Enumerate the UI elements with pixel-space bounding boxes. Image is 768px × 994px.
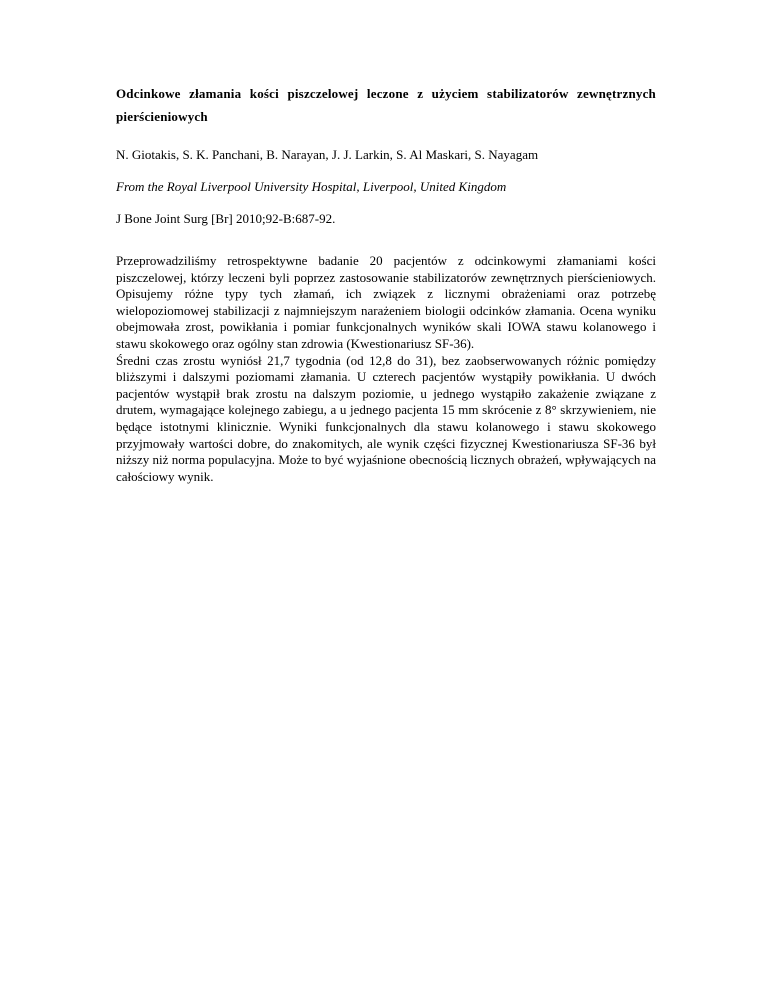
article-citation: J Bone Joint Surg [Br] 2010;92-B:687-92. [116, 211, 336, 226]
abstract-paragraph: Średni czas zrostu wyniósł 21,7 tygodnia (od 12,8 do 31), bez zaobserwowanych różnic pomiędzy bliższymi i dalszymi poziomami złamania. U czterech pacjentów wystąpiły powikłania. U dwóch pacjentów wystąpił brak zrostu na dalszym poziomie, u jednego wystąpiło zakażenie związane z drutem, wymagające kolejnego zabiegu, a u jednego pacjenta 15 mm skrócenie z 8° skrzywieniem, nie będące istotnymi klinicznie. Wyniki funkcjonalnych dla stawu kolanowego i stawu skokowego przyjmowały wartości dobre, do znakomitych, ale wynik części fizycznej Kwestionariusza SF-36 był niższy niż norma populacyjna. Może to być wyjaśnione obecnością licznych obrażeń, wpływających na całościowy wynik. [116, 352, 656, 484]
abstract-paragraph: Przeprowadziliśmy retrospektywne badanie 20 pacjentów z odcinkowymi złamaniami kości piszczelowej, którzy leczeni byli poprzez zastosowanie stabilizatorów zewnętrznych pierścieniowych. Opisujemy różne typy tych złamań, ich związek z licznymi obrażeniami oraz potrzebę wielopoziomowej stabilizacji z najmniejszym narażeniem biologii odcinków złamania. Ocena wyniku obejmowała zrost, powikłania i pomiar funkcjonalnych wyników skali IOWA stawu kolanowego i stawu skokowego oraz ogólny stan zdrowia (Kwestionariusz SF-36). [116, 253, 656, 351]
article-authors: N. Giotakis, S. K. Panchani, B. Narayan, J. J. Larkin, S. Al Maskari, S. Nayagam [116, 147, 539, 162]
article-abstract [116, 253, 656, 485]
document-page [116, 82, 656, 485]
article-affiliation: From the Royal Liverpool University Hospital, Liverpool, United Kingdom [116, 179, 507, 194]
article-title: Odcinkowe złamania kości piszczelowej leczone z użyciem stabilizatorów zewnętrznych pierścieniowych [116, 86, 656, 124]
